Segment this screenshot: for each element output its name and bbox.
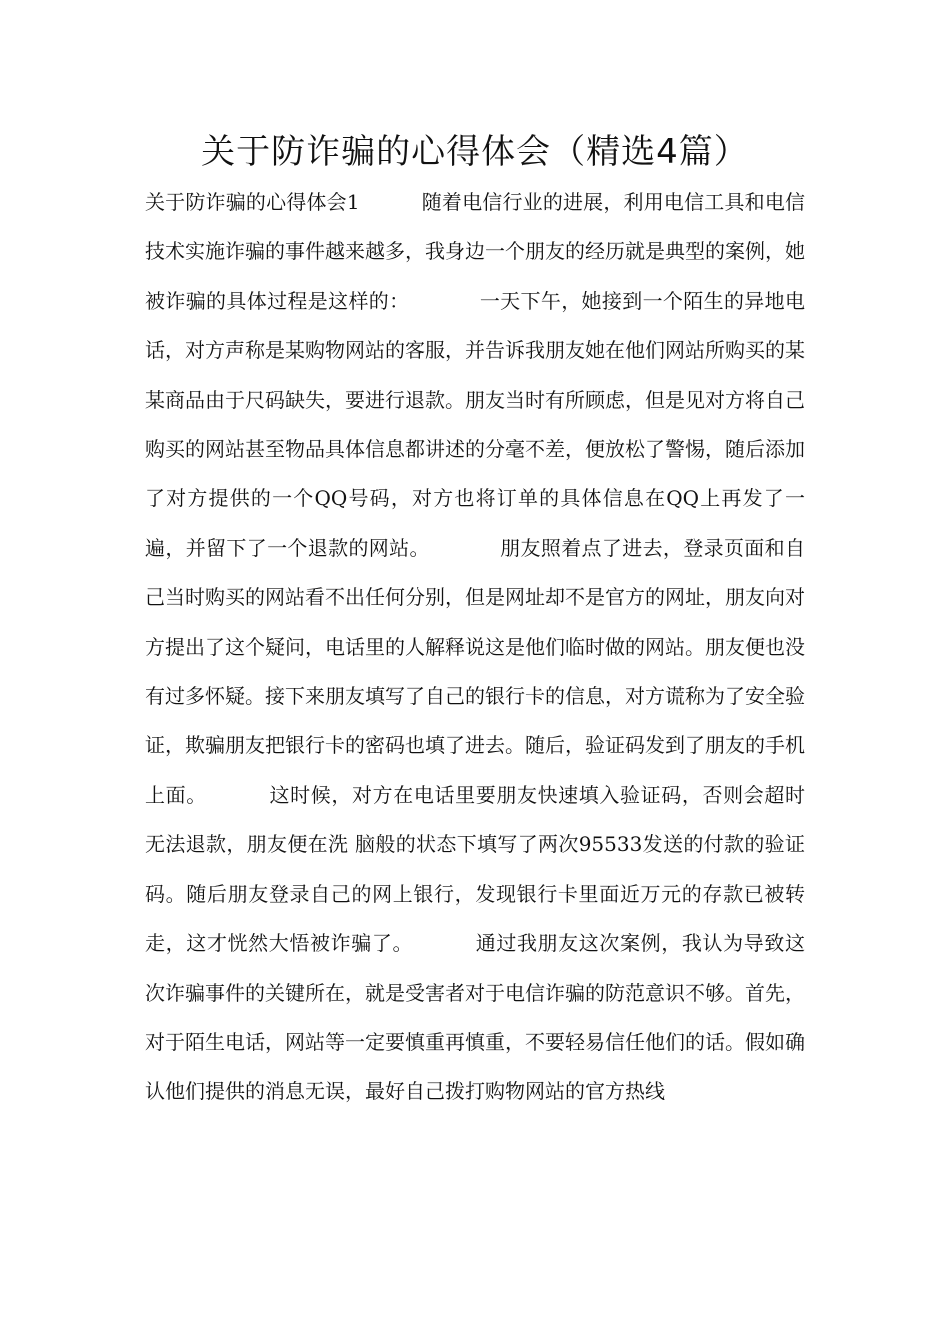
document-title: 关于防诈骗的心得体会（精选4篇）	[201, 132, 749, 172]
paragraph-2: 一天下午，她接到一个陌生的异地电话，对方声称是某购物网站的客服，并告诉我朋友她在他们网站所购买的某某商品由于尺码缺失，要进行退款。朋友当时有所顾虑，但是见对方将自己购买的网站甚至物品具体信息都讲述的分毫不差，便放松了警惕，随后添加了对方提供的一个QQ号码，对方也将订单的具体信息在QQ上再发了一遍，并留下了一个退款的网站。	[145, 288, 806, 560]
paragraph-4: 这时候，对方在电话里要朋友快速填入验证码，否则会超时无法退款，朋友便在洗 脑般的状态下填写了两次95533发送的付款的验证码。随后朋友登录自己的网上银行，发现银行卡里面近万元的存款已被转走，这才恍然大悟被诈骗了。	[145, 782, 806, 956]
body-text	[145, 178, 805, 1117]
paragraph-3: 朋友照着点了进去，登录页面和自己当时购买的网站看不出任何分别，但是网址却不是官方的网址，朋友向对方提出了这个疑问，电话里的人解释说这是他们临时做的网站。朋友便也没有过多怀疑。接下来朋友填写了自己的银行卡的信息，对方谎称为了安全验证，欺骗朋友把银行卡的密码也填了进去。随后，验证码发到了朋友的手机上面。	[145, 535, 806, 807]
paragraph-5: 通过我朋友这次案例，我认为导致这次诈骗事件的关键所在，就是受害者对于电信诈骗的防范意识不够。首先，对于陌生电话，网站等一定要慎重再慎重，不要轻易信任他们的话。假如确认他们提供的消息无误，最好自己拨打购物网站的官方热线	[145, 931, 806, 1104]
paragraph-1: 随着电信行业的进展，利用电信工具和电信技术实施诈骗的事件越来越多，我身边一个朋友的经历就是典型的案例，她被诈骗的具体过程是这样的：	[145, 190, 805, 313]
section-heading: 关于防诈骗的心得体会1	[145, 190, 360, 214]
